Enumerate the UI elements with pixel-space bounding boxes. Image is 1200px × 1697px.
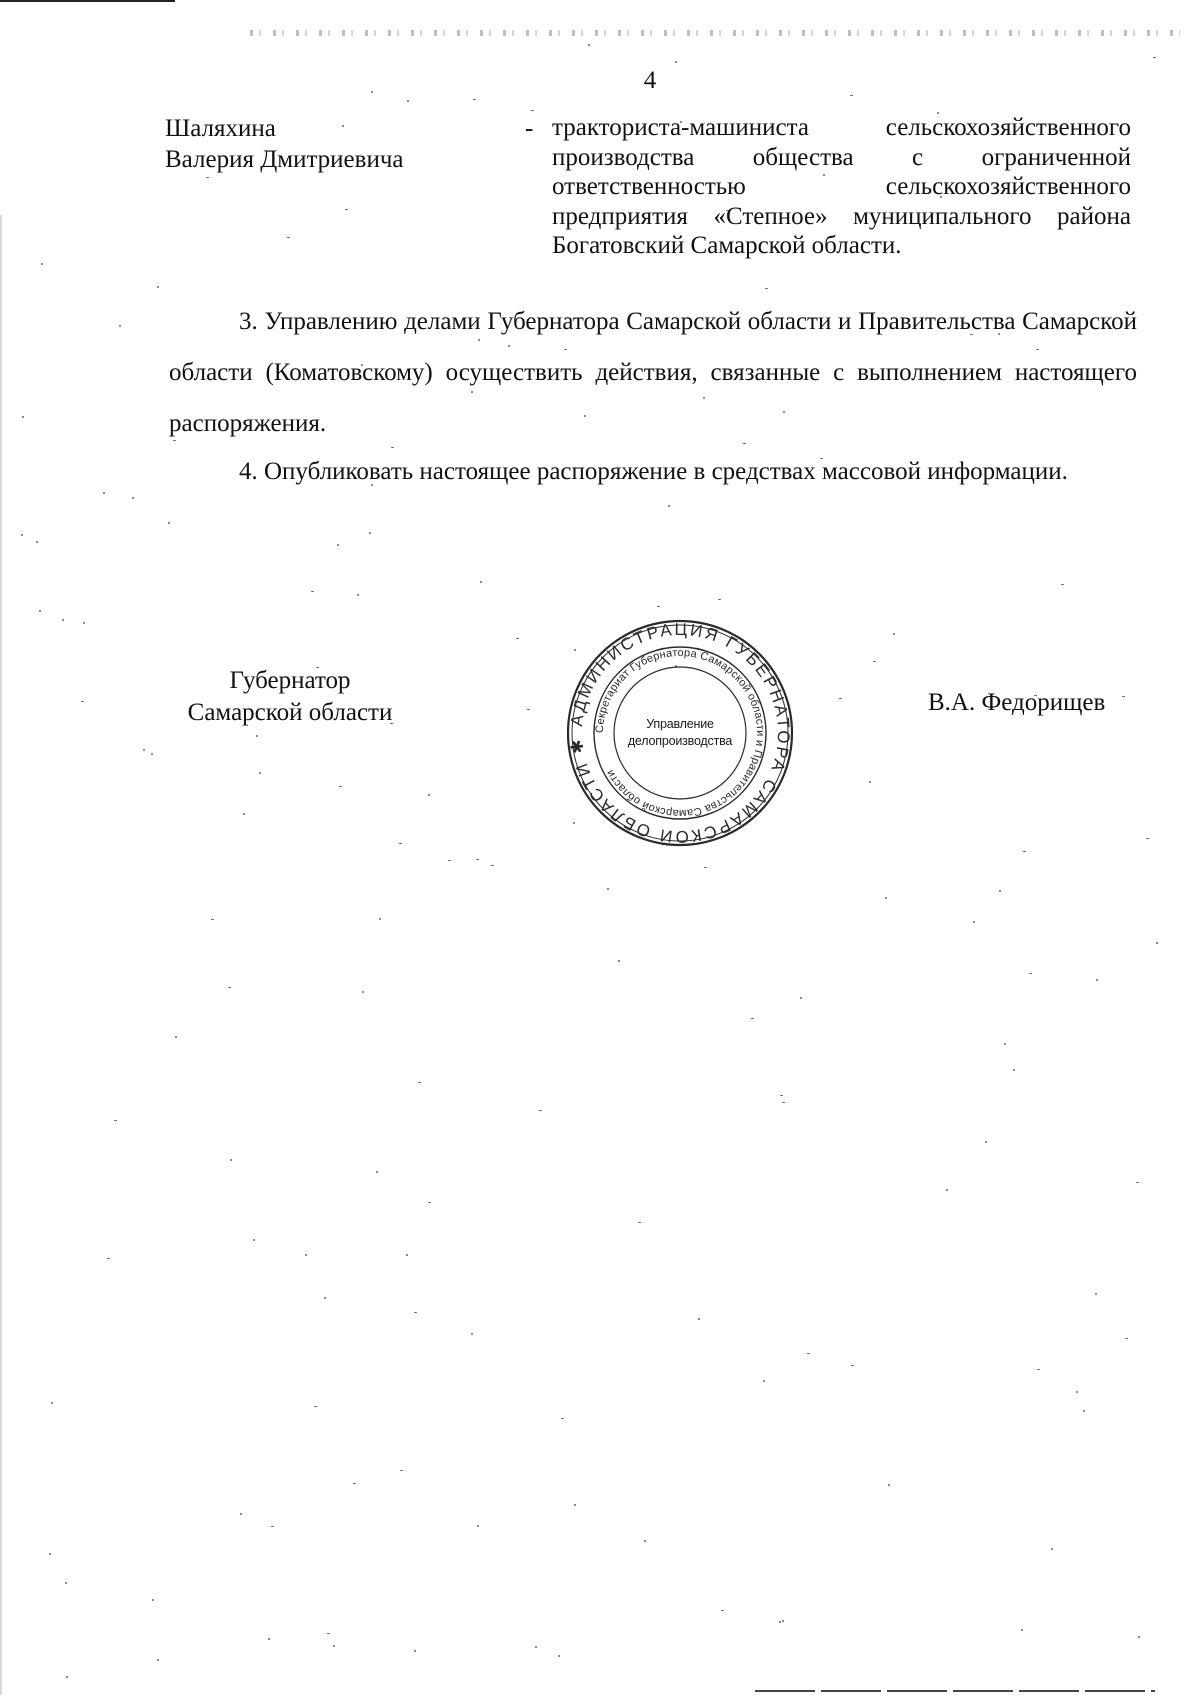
scan-speckle [414, 1312, 417, 1313]
scan-speckle [516, 638, 519, 639]
scan-speckle [721, 1610, 724, 1611]
scan-speckle [675, 61, 677, 63]
scan-speckle [807, 1353, 810, 1354]
scan-speckle [157, 1659, 159, 1661]
scan-speckle [985, 1141, 987, 1143]
scan-speckle [448, 860, 451, 861]
scan-speckle [339, 786, 342, 787]
scan-speckle [151, 753, 153, 755]
scan-speckle [1051, 1548, 1053, 1550]
scan-speckle [81, 701, 84, 702]
scan-speckle [535, 1646, 537, 1648]
scan-speckle [885, 897, 887, 899]
scan-speckle [83, 622, 85, 624]
scan-speckle [527, 709, 530, 710]
scan-speckle [243, 813, 245, 815]
scan-speckle [228, 987, 231, 988]
scan-speckle [718, 599, 721, 600]
scan-speckle [114, 1120, 117, 1121]
scan-speckle [175, 1036, 177, 1038]
scan-speckle [539, 1110, 542, 1111]
scan-speckle [644, 1540, 646, 1542]
scan-speckle [765, 288, 768, 289]
scan-speckle [143, 749, 145, 751]
scan-speckle [152, 1599, 154, 1601]
scan-speckle [668, 505, 670, 507]
appointee-surname: Шаляхина [165, 115, 276, 142]
scan-speckle [1023, 851, 1026, 852]
scan-speckle [271, 1526, 274, 1527]
scan-speckle [157, 286, 159, 288]
stamp-center [627, 704, 733, 762]
scan-speckle [850, 95, 853, 96]
scan-speckle [211, 919, 214, 920]
scan-speckle [1138, 1636, 1140, 1638]
scan-speckle [376, 1171, 378, 1173]
scan-speckle [1125, 1338, 1128, 1339]
scan-speckle [259, 772, 261, 774]
scan-speckle [476, 859, 479, 860]
scan-speckle [369, 532, 371, 534]
scan-speckle [1004, 1043, 1006, 1045]
scan-speckle [893, 633, 895, 635]
signer-title-line1: Губернатор [229, 667, 351, 694]
scan-speckle [65, 1582, 67, 1584]
scan-speckle [1083, 1410, 1085, 1412]
scan-speckle [780, 1095, 783, 1096]
scan-speckle [698, 1318, 700, 1320]
scan-speckle [869, 781, 871, 783]
scan-noise-strip [250, 30, 1180, 36]
paragraph-3: 3. Управлению делами Губернатора Самарской области и Правительства Самарской области (Коматовскому) осуществить действия, связанные с выполнением настоящего распоряжения. [169, 308, 1137, 437]
scan-speckle [607, 888, 609, 890]
scan-speckle [268, 1638, 270, 1640]
scan-speckle [657, 606, 660, 607]
scan-speckle [1136, 1182, 1139, 1183]
stamp-center-line1: Управление [646, 717, 714, 731]
scan-speckle [353, 1483, 356, 1484]
scan-speckle [1096, 979, 1098, 981]
scan-speckle [324, 1297, 326, 1299]
scan-speckle [36, 541, 38, 543]
scan-speckle [256, 735, 258, 737]
appointee-position: тракториста-машиниста сельскохозяйственного производства общества с ограниченной ответственностью сельскохозяйственного предприятия «Степное» муниципального района Богатовский Самарской области. [552, 114, 1131, 259]
scan-speckle [428, 794, 430, 796]
scan-speckle [1037, 1369, 1040, 1370]
signer-title [170, 665, 410, 729]
scan-speckle [618, 960, 620, 962]
scan-speckle [103, 492, 105, 494]
scan-speckle [362, 991, 364, 993]
signer-title-line2: Самарской области [187, 699, 393, 726]
scan-speckle [1021, 1629, 1023, 1631]
scan-speckle [119, 325, 121, 327]
scan-speckle [1153, 57, 1156, 58]
scan-speckle [704, 867, 707, 868]
scan-speckle [230, 1159, 232, 1161]
scan-speckle [946, 1189, 948, 1191]
scan-speckle [851, 1365, 854, 1366]
scan-speckle [558, 1655, 560, 1657]
scan-speckle [779, 1621, 781, 1623]
scan-speckle [638, 1222, 641, 1223]
scan-speckle [782, 1620, 784, 1622]
scan-speckle [1095, 1293, 1097, 1295]
scan-speckle [132, 497, 134, 499]
official-stamp [565, 618, 795, 848]
scan-speckle [588, 44, 590, 46]
scan-speckle [1029, 973, 1032, 974]
scan-speckle [41, 263, 43, 265]
scan-speckle [999, 890, 1001, 892]
scan-speckle [51, 1402, 53, 1404]
scan-speckle [1013, 1069, 1015, 1071]
scan-speckle [1076, 1391, 1078, 1393]
scan-speckle [400, 1470, 403, 1471]
scan-speckle [287, 237, 290, 238]
scan-speckle [418, 1082, 421, 1083]
scan-speckle [888, 1484, 890, 1486]
scan-speckle [428, 1202, 431, 1203]
scan-bottom-line [755, 1690, 1155, 1692]
stamp-outer-text: АДМИНИСТРАЦИЯ ГУБЕРНАТОРА САМАРСКОЙ ОБЛАСТИ ✱ [566, 619, 794, 847]
signer-name: В.А. Федорищев [928, 689, 1106, 716]
scan-speckle [49, 1553, 51, 1555]
scan-speckle [1146, 838, 1149, 839]
scan-speckle [39, 610, 41, 612]
scan-speckle [473, 99, 476, 100]
scan-speckle [1061, 584, 1064, 585]
scan-speckle [407, 100, 409, 102]
scan-speckle [477, 1525, 479, 1527]
paragraph-4: 4. Опубликовать настоящее распоряжение в средствах массовой информации. [239, 458, 1068, 485]
scan-speckle [206, 177, 209, 178]
scan-speckle [21, 534, 23, 536]
scan-speckle [763, 1380, 765, 1382]
scan-speckle [22, 416, 24, 418]
scan-speckle [782, 1102, 785, 1103]
scan-speckle [1122, 696, 1125, 697]
scan-speckle [480, 581, 482, 583]
scan-speckle [337, 544, 339, 546]
scan-speckle [168, 522, 170, 524]
scan-speckle [314, 1406, 317, 1407]
stamp-center-line2: делопроизводства [627, 734, 733, 748]
scan-speckle [399, 843, 402, 844]
scan-speckle [751, 1018, 754, 1019]
scan-speckle [345, 209, 348, 210]
scan-speckle [1156, 942, 1158, 944]
scan-speckle [414, 1650, 416, 1652]
scan-speckle [406, 1254, 408, 1256]
scan-left-edge [0, 215, 2, 1695]
scan-speckle [357, 594, 359, 596]
appointee-name [165, 113, 404, 175]
scan-speckle [240, 1513, 242, 1515]
stamp-ring-text: Секретариат Губернатора Самарской области и Правительства Самарской области [593, 646, 767, 820]
appointee-given-names: Валерия Дмитриевича [165, 146, 404, 173]
scan-speckle [107, 1258, 110, 1259]
scan-speckle [253, 1239, 255, 1241]
scan-speckle [574, 1504, 576, 1506]
scan-speckle [873, 661, 876, 662]
scan-edge-line [0, 0, 175, 2]
scan-speckle [471, 1333, 473, 1335]
page-number: 4 [643, 67, 657, 94]
appointee-dash: - [525, 115, 534, 142]
scan-speckle [561, 1418, 564, 1419]
scan-speckle [531, 110, 534, 111]
scan-speckle [973, 921, 975, 923]
scan-speckle [839, 698, 842, 699]
scan-speckle [62, 619, 64, 621]
scan-speckle [66, 1676, 68, 1678]
scan-speckle [333, 1645, 335, 1647]
scan-speckle [305, 1254, 307, 1256]
scan-speckle [491, 865, 494, 866]
scan-speckle [800, 997, 802, 999]
scan-speckle [311, 591, 314, 592]
scan-speckle [379, 918, 381, 920]
scan-speckle [327, 1633, 330, 1634]
